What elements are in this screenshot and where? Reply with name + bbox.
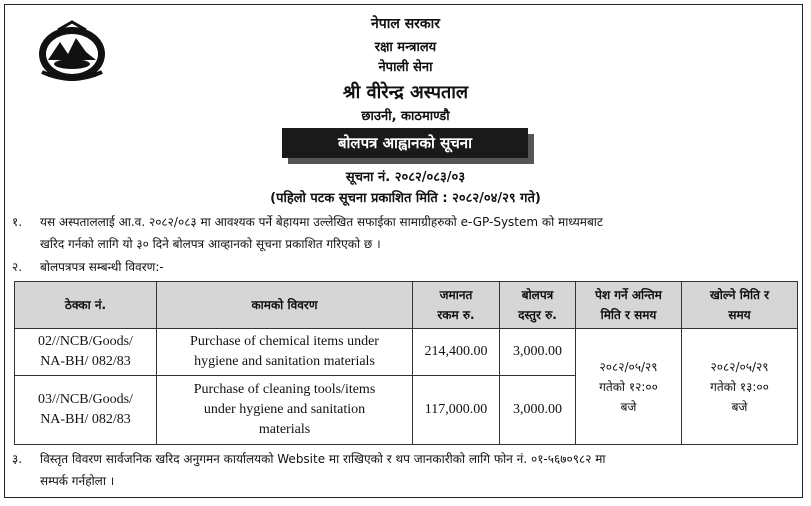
ministry-title: रक्षा मन्त्रालय	[374, 40, 437, 55]
submission-deadline-cell: २०८२/०५/२९ गतेको १२:०० बजे	[576, 329, 682, 445]
paragraph-1-line-1: यस अस्पताललाई आ.व. २०८२/०८३ मा आवश्यक पर्ने बेहायमा उल्लेखित सफाईका सामाग्रीहरुको e-GP-System को माध्यमबाट	[40, 215, 603, 229]
table-header-row	[15, 282, 798, 329]
header-submission-deadline: पेश गर्ने अन्तिम मिति र समय	[576, 282, 682, 329]
table-row	[15, 329, 798, 376]
paragraph-3-number: ३.	[12, 452, 23, 466]
hospital-name: श्री वीरेन्द्र अस्पताल	[342, 82, 469, 103]
paragraph-3-line-2: सम्पर्क गर्नहोला ।	[40, 474, 115, 488]
government-title: नेपाल सरकार	[370, 16, 440, 32]
publish-date: (पहिलो पटक सूचना प्रकाशित मिति : २०८२/०४/२९ गते)	[270, 191, 541, 206]
notice-banner-title: बोलपत्र आह्वानको सूचना	[282, 128, 528, 158]
header-opening-date: खोल्ने मिति र समय	[682, 282, 798, 329]
paragraph-2-number: २.	[12, 260, 23, 274]
description-cell: Purchase of chemical items under hygiene and sanitation materials	[157, 329, 413, 376]
paragraph-1-line-2: खरिद गर्नको लागि यो ३० दिने बोलपत्र आव्हानको सूचना प्रकाशित गरिएको छ ।	[40, 237, 381, 251]
paragraph-2-text: बोलपत्रपत्र सम्बन्धी विवरण:-	[40, 260, 164, 274]
notice-number: सूचना नं. २०८२/०८३/०३	[345, 170, 466, 185]
contract-no-cell: 02//NCB/Goods/ NA-BH/ 082/83	[15, 329, 157, 376]
description-cell: Purchase of cleaning tools/items under hygiene and sanitation materials	[157, 376, 413, 445]
header-description: कामको विवरण	[157, 282, 413, 329]
header-guarantee: जमानत रकम रु.	[413, 282, 500, 329]
paragraph-1-number: १.	[12, 215, 23, 229]
opening-date-cell: २०८२/०५/२९ गतेको १३:०० बजे	[682, 329, 798, 445]
fee-cell: 3,000.00	[500, 329, 576, 376]
guarantee-cell: 214,400.00	[413, 329, 500, 376]
notice-banner	[282, 128, 528, 158]
guarantee-cell: 117,000.00	[413, 376, 500, 445]
contract-no-cell: 03//NCB/Goods/ NA-BH/ 082/83	[15, 376, 157, 445]
tender-table	[14, 281, 798, 445]
paragraph-3-line-1: विस्तृत विवरण सार्वजनिक खरिद अनुगमन कार्यालयको Website मा राखिएको र थप जानकारीको लागि फोन नं. ०१-५६७०९८२ मा	[40, 452, 606, 466]
header-fee: बोलपत्र दस्तुर रु.	[500, 282, 576, 329]
fee-cell: 3,000.00	[500, 376, 576, 445]
header-contract-no: ठेक्का नं.	[15, 282, 157, 329]
army-title: नेपाली सेना	[378, 60, 433, 75]
hospital-location: छाउनी, काठमाण्डौ	[361, 109, 450, 124]
